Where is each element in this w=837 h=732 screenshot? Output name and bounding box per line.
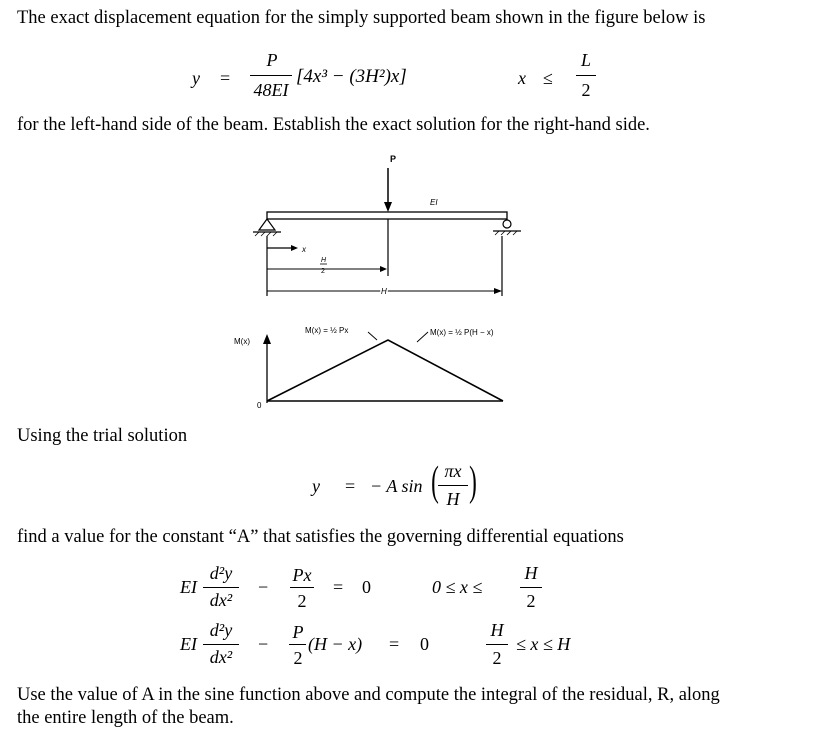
eq3-t-num: Px: [292, 565, 312, 585]
eq4-c-den: 2: [492, 648, 502, 668]
eq4-d-bar: [203, 644, 239, 645]
eq3-minus: −: [258, 577, 269, 597]
eq1-cond-x: x: [518, 68, 526, 88]
ei-label: EI: [430, 198, 438, 207]
half-num: H: [321, 257, 327, 264]
zero-label: 0: [257, 401, 262, 410]
eq4-equals: =: [389, 634, 400, 654]
eq2-lhs: y: [312, 476, 320, 496]
eq1-denominator: 48EI: [253, 80, 289, 100]
eq3-d-den: dx²: [209, 590, 233, 610]
eq2-num: πx: [444, 461, 462, 481]
eq2-rhs: − A sin: [370, 476, 423, 496]
eq3-d-num: d²y: [209, 563, 233, 583]
half-den: 2: [321, 268, 325, 275]
eq3-zero: 0: [362, 577, 371, 597]
eq3-c-num: H: [524, 563, 538, 583]
load-label: P: [390, 154, 397, 164]
eq3-c-bar: [520, 587, 542, 588]
eq1-cond-num: L: [580, 50, 591, 70]
eq4-c-bar: [486, 644, 508, 645]
eq3-cond: 0 ≤ x ≤: [432, 577, 483, 597]
moment-axis-label: M(x): [234, 337, 250, 346]
beam-figure: [225, 150, 545, 410]
eq1-fraction-bar: [250, 75, 292, 76]
find-text: find a value for the constant “A” that satisfies the governing differential equations: [17, 527, 624, 547]
use-text-line2: the entire length of the beam.: [17, 708, 234, 728]
eq2-bar: [438, 485, 468, 486]
eq4-d-den: dx²: [209, 647, 233, 667]
eq1-lhs: y: [192, 68, 200, 88]
eq2-paren-close: ): [469, 459, 477, 505]
eq3-equals: =: [333, 577, 344, 597]
m-left-label: M(x) = ½ Px: [305, 326, 349, 335]
eq4-d-num: d²y: [209, 620, 233, 640]
eq1-cond-den: 2: [581, 80, 591, 100]
eq3-c-den: 2: [526, 591, 536, 611]
eq1-bracket: [4x³ − (3H²)x]: [296, 66, 407, 87]
eq4-zero: 0: [420, 634, 429, 654]
trial-text: Using the trial solution: [17, 426, 188, 446]
beam: [267, 212, 507, 219]
eq3-t-bar: [290, 587, 314, 588]
eq4-paren: (H − x): [308, 634, 363, 654]
use-text-line1: Use the value of A in the sine function above and compute the integral of the residual, R, along: [17, 685, 720, 705]
eq1-cond-bar: [576, 75, 596, 76]
eq1-numerator: P: [266, 50, 278, 70]
pin-support: [259, 219, 275, 230]
eq4-t-num: P: [292, 622, 304, 642]
eq3-t-den: 2: [297, 591, 307, 611]
eq4-t-den: 2: [293, 648, 303, 668]
eq1-equals: =: [220, 68, 231, 88]
eq2-den: H: [446, 489, 460, 509]
eq4-c-num: H: [490, 620, 504, 640]
eq4-ei: EI: [180, 634, 197, 654]
eq3-d-bar: [203, 587, 239, 588]
m-right-label: M(x) = ½ P(H − x): [430, 328, 494, 337]
eq3-ei: EI: [180, 577, 197, 597]
eq4-minus: −: [258, 634, 269, 654]
left-hand-text: for the left-hand side of the beam. Establish the exact solution for the right-hand side.: [17, 115, 650, 135]
moment-triangle: [267, 340, 503, 401]
load-arrow-head: [384, 202, 392, 212]
eq2-paren-open: (: [431, 459, 439, 505]
eq2-equals: =: [345, 476, 356, 496]
span-label: H: [381, 287, 387, 296]
eq4-t-bar: [289, 644, 306, 645]
roller-support: [503, 220, 511, 228]
intro-text: The exact displacement equation for the simply supported beam shown in the figure below is: [17, 8, 706, 28]
eq1-cond-le: ≤: [543, 68, 553, 88]
x-label: x: [302, 245, 306, 254]
eq4-cond: ≤ x ≤ H: [516, 634, 571, 654]
